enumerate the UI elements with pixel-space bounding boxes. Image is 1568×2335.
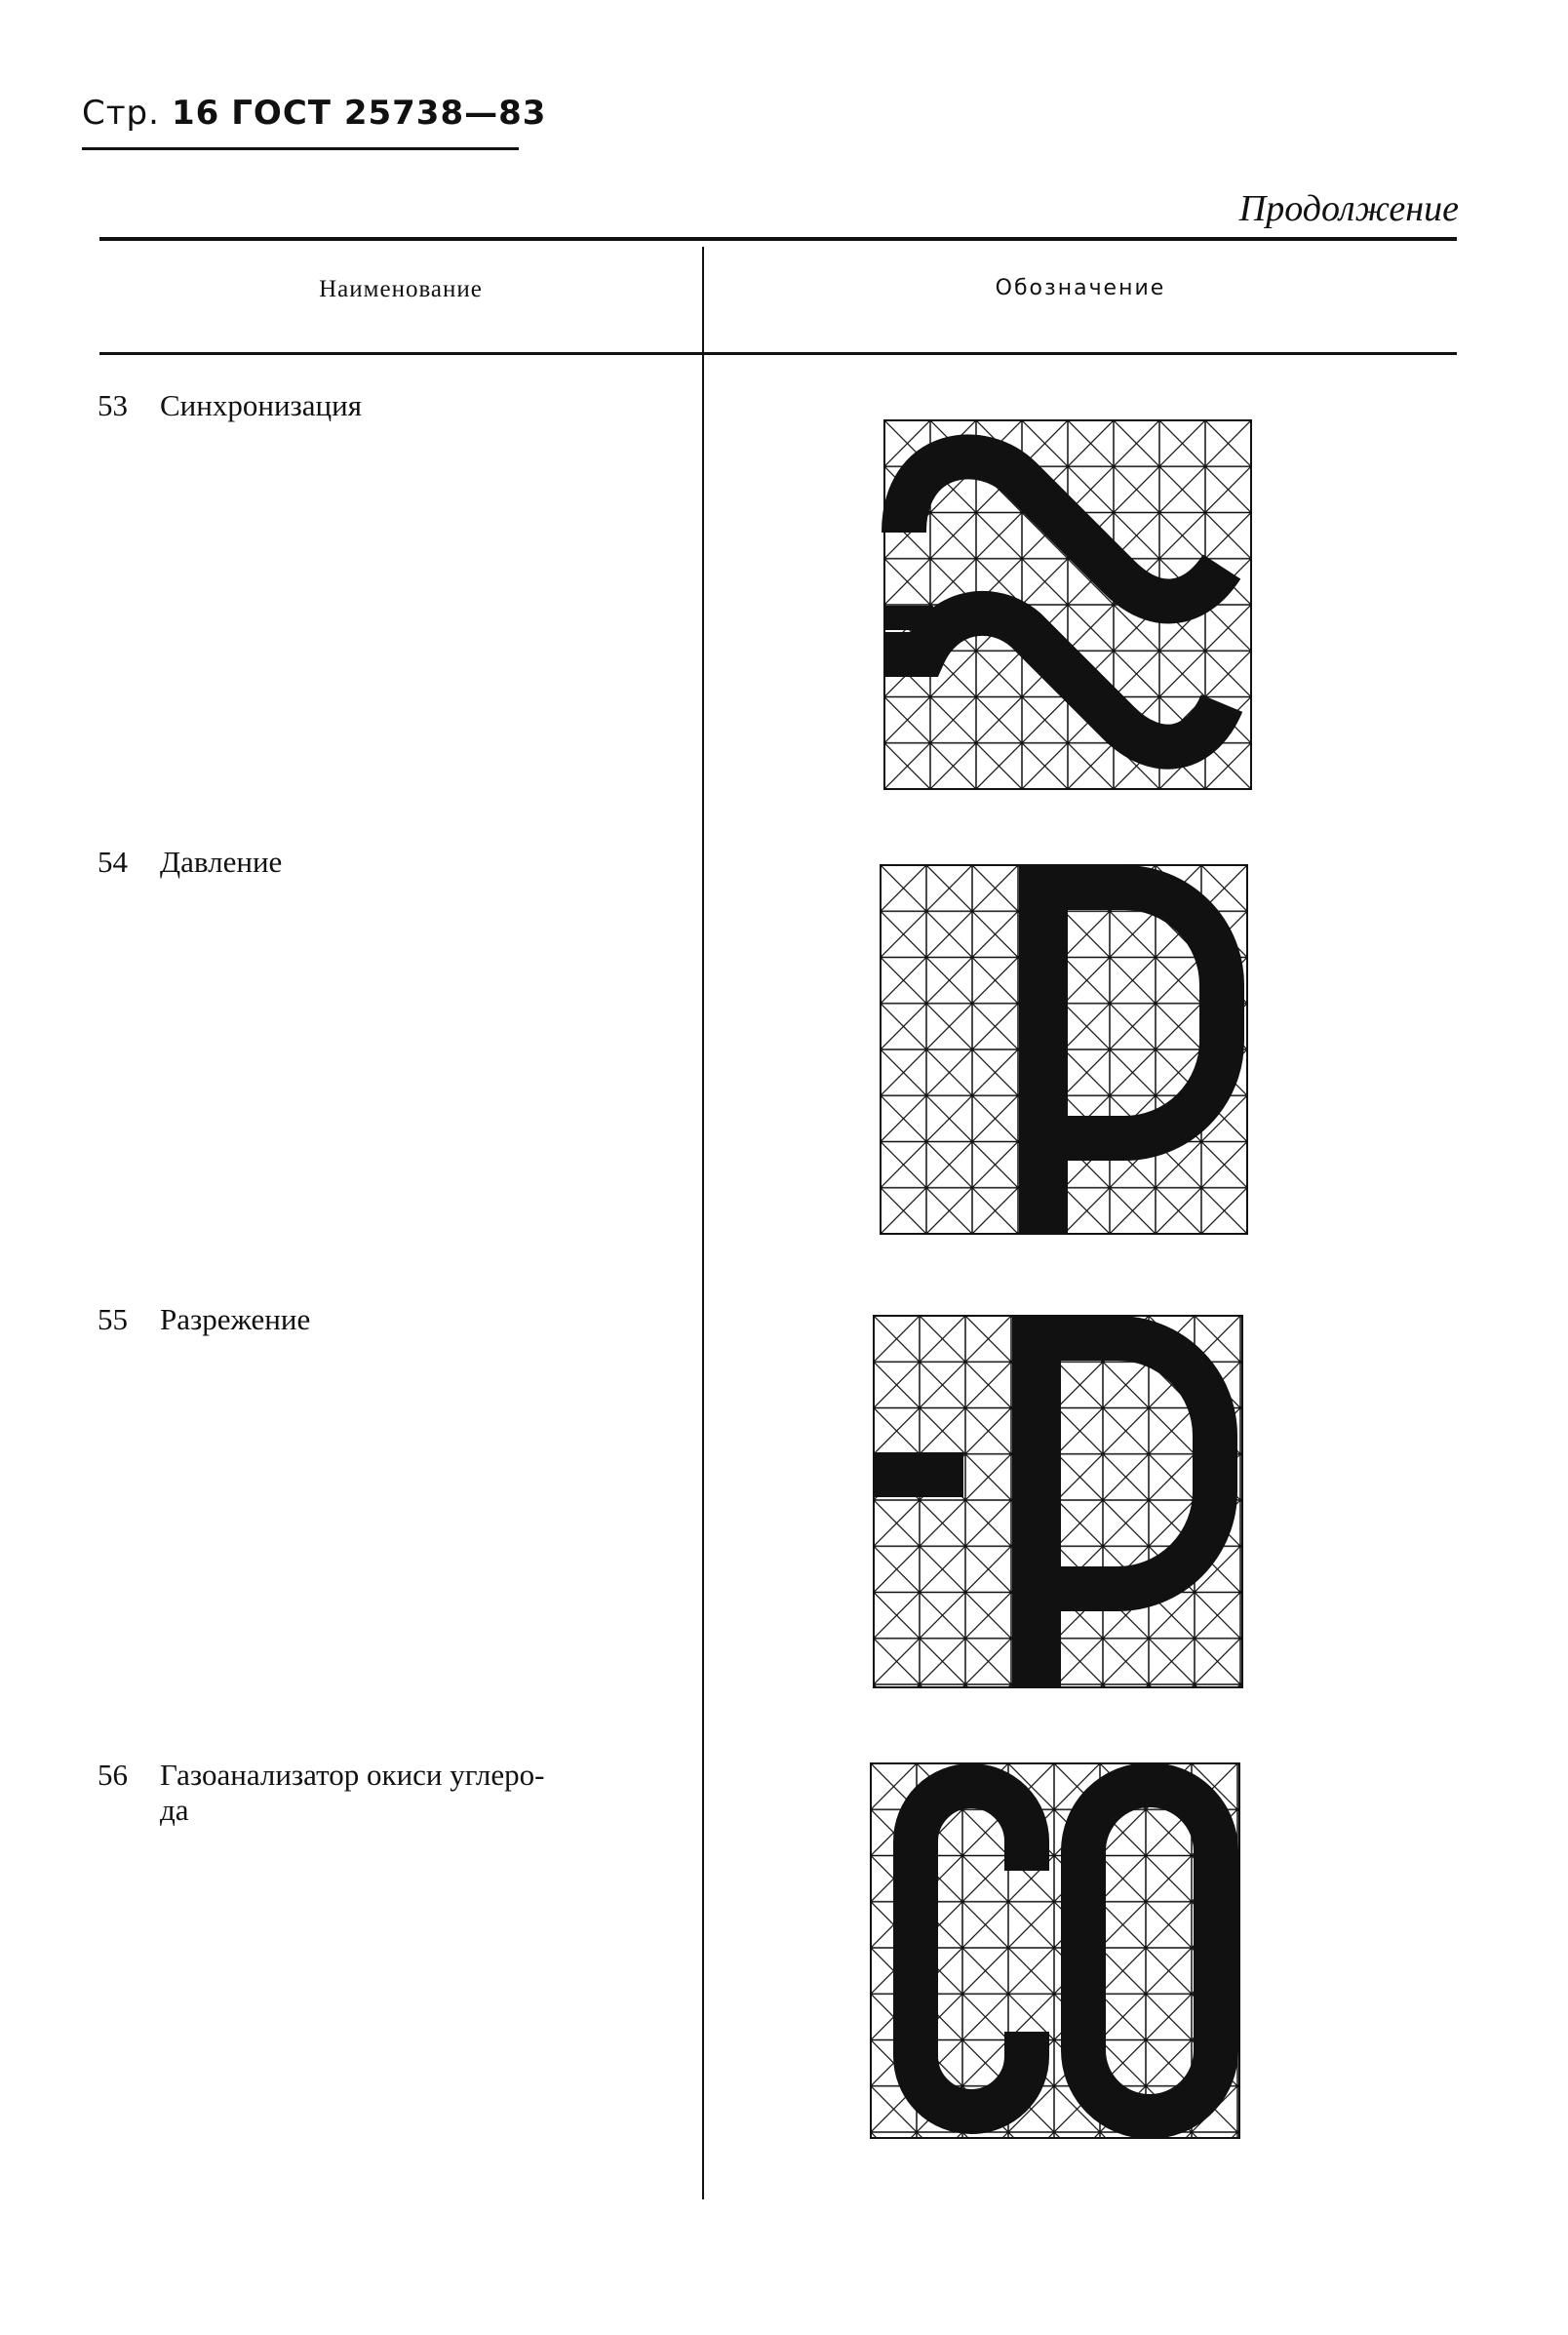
page-header [82,94,546,133]
synchronization-wave-icon [884,420,1251,789]
row-number: 56 [98,1758,128,1792]
row-name: Разрежение [160,1302,311,1336]
table-row-label [98,845,683,880]
carbon-monoxide-co-icon [871,1763,1239,2138]
continuation-label: Продолжение [1238,188,1459,229]
row-name-line-2: да [160,1793,189,1827]
row-name: Синхронизация [160,388,362,422]
row-number: 53 [98,388,128,422]
vacuum-minus-p-icon [874,1316,1242,1687]
column-divider [702,247,704,2199]
table-row-label [98,388,683,423]
column-header-symbol: Обозначение [995,276,1166,300]
table-top-rule [99,237,1457,241]
row-name-line-1: Газоанализатор окиси углеро- [160,1758,545,1792]
standard-designation: ГОСТ 25738—83 [231,94,547,133]
column-header-name: Наименование [319,276,483,302]
pressure-p-icon [881,865,1247,1234]
table-header-rule [99,352,1457,355]
table-row-label [98,1302,683,1337]
header-rule [82,147,519,150]
row-name: Давление [160,845,283,879]
page-number: 16 [171,94,220,133]
table-row-label [98,1758,683,1828]
row-number: 54 [98,845,128,879]
page-prefix: Стр. [82,94,160,133]
row-number: 55 [98,1302,128,1336]
